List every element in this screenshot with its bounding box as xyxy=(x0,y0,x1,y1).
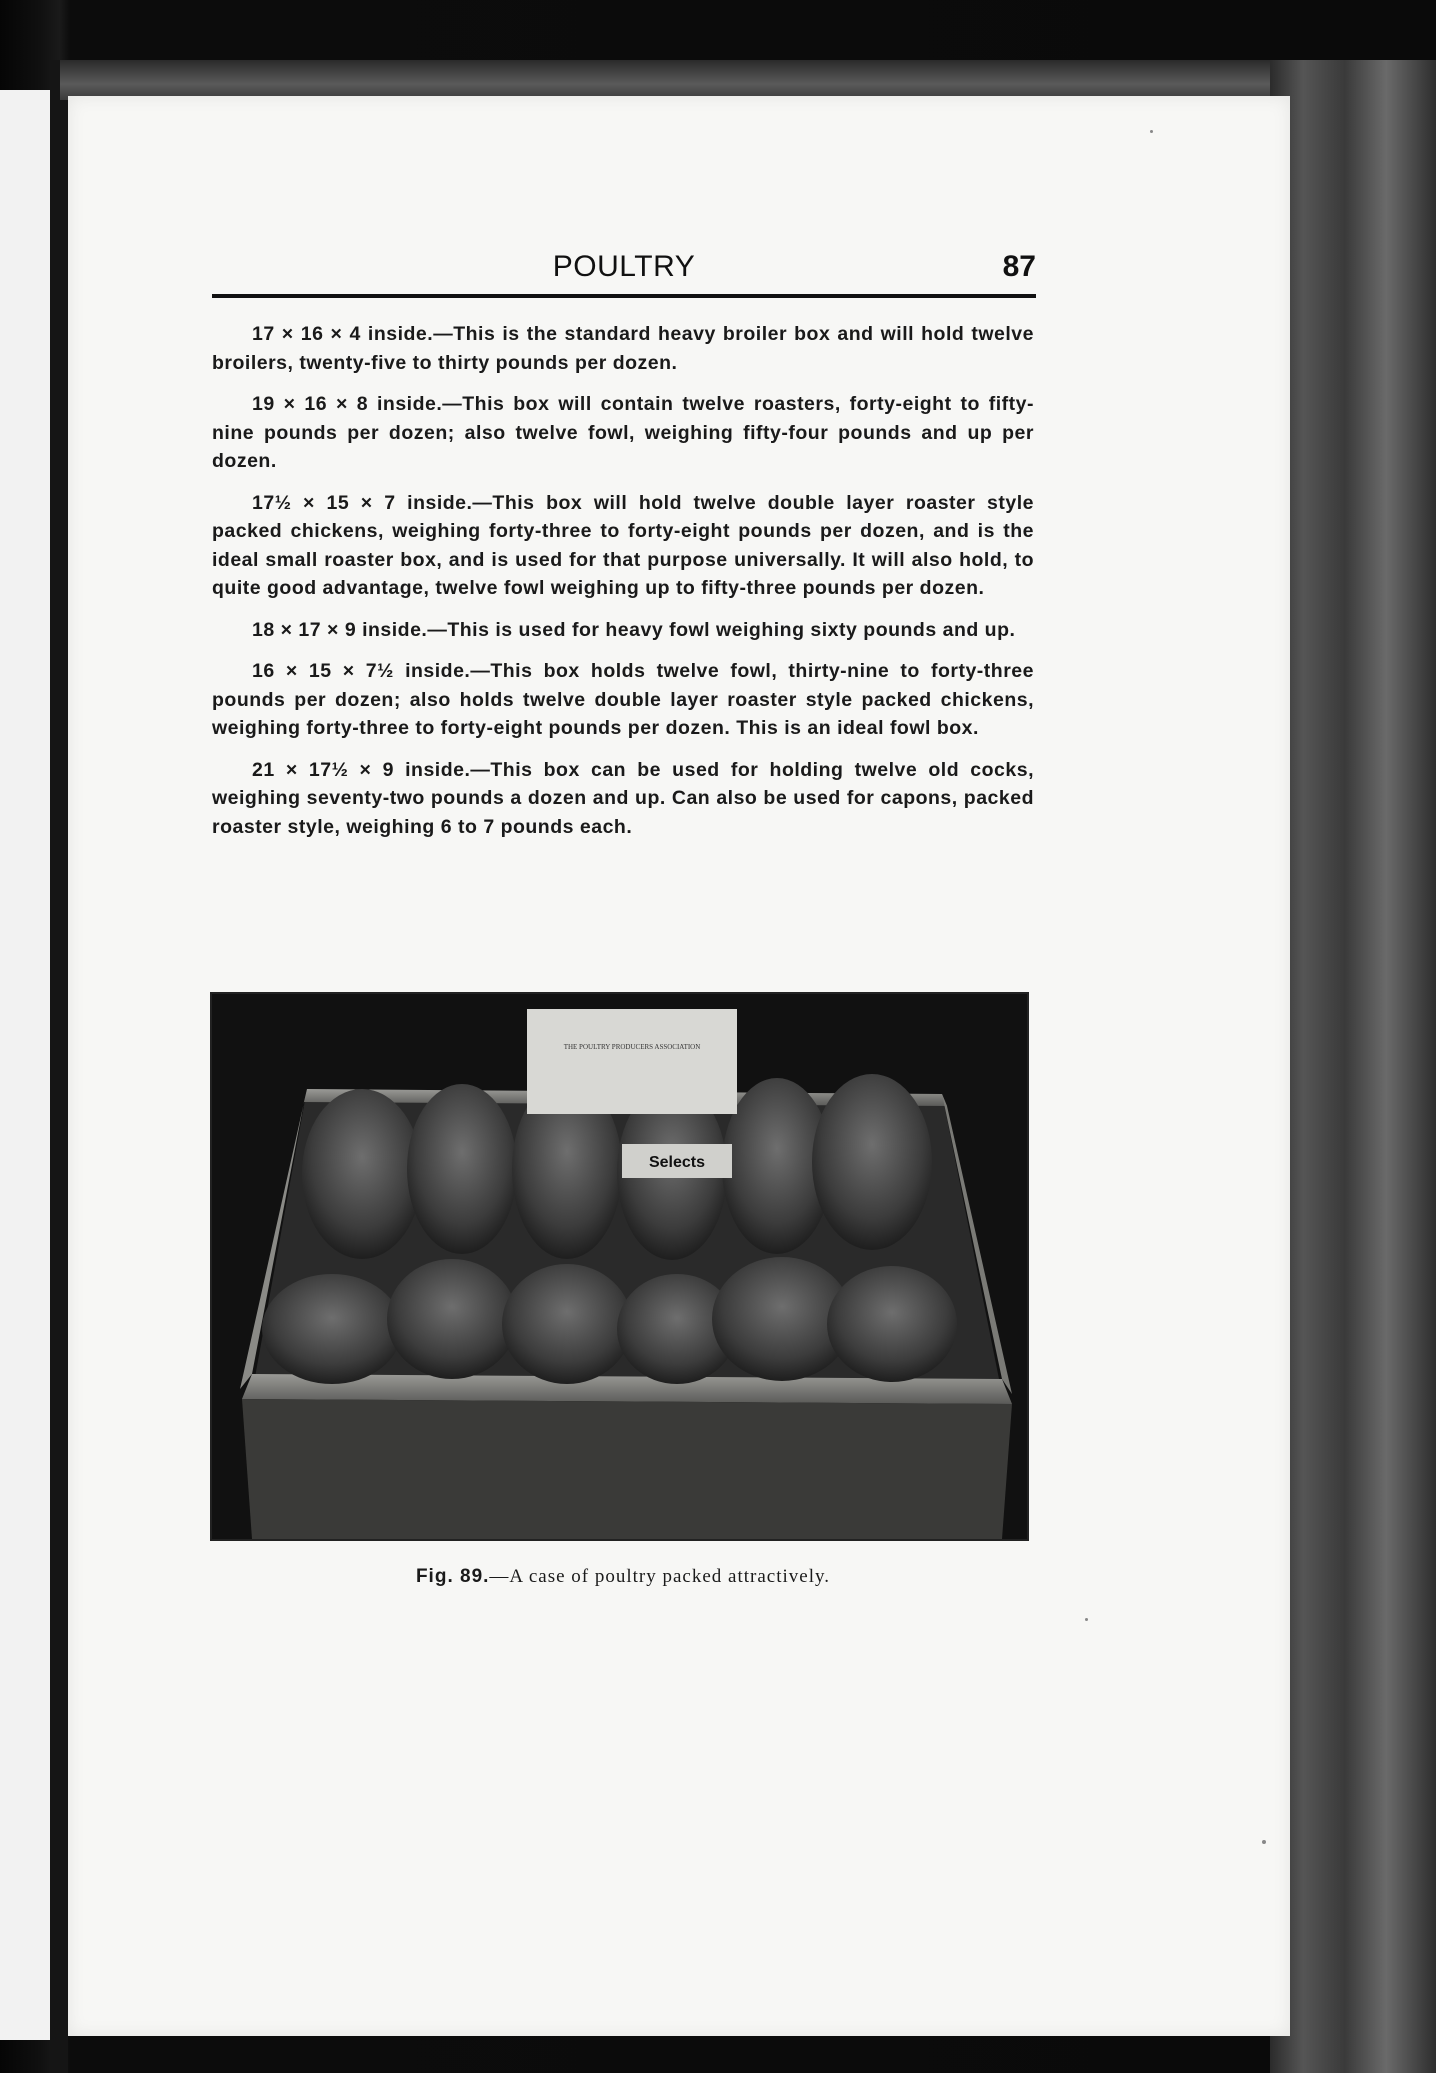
poultry-case-photo xyxy=(210,992,1029,1541)
box-size: 17½ × 15 × 7 inside. xyxy=(252,491,473,514)
box-size: 16 × 15 × 7½ inside. xyxy=(252,660,471,682)
scan-speck xyxy=(1262,1840,1266,1844)
box-front-side xyxy=(242,1399,1012,1539)
paragraph xyxy=(212,320,1034,377)
paragraph xyxy=(212,616,1034,645)
paragraph xyxy=(212,756,1034,842)
figure-caption xyxy=(212,1566,1034,1588)
figure-label: Fig. 89. xyxy=(415,1566,490,1587)
box-size: 19 × 16 × 8 inside. xyxy=(252,393,443,415)
box-size: 17 × 16 × 4 inside. xyxy=(252,323,434,345)
scan-speck xyxy=(1085,1618,1088,1621)
paragraph-text: —This box holds twelve fowl, thirty-nine to forty-three pounds per dozen; also holds twelve double layer roaster style packed chickens, weighing forty-three to forty-eight pounds per dozen. This is an ideal fowl box. xyxy=(212,660,1034,739)
header-rule xyxy=(212,294,1036,298)
paragraph-text: —This box will contain twelve roasters, forty-eight to fifty-nine pounds per dozen; also twelve fowl, weighing fifty-four pounds and up per dozen. xyxy=(212,393,1034,472)
selects-tag-text: Selects xyxy=(648,1154,706,1171)
facing-page-edge xyxy=(0,90,50,2040)
book-gutter xyxy=(50,60,68,2073)
photo-illustration xyxy=(212,994,1027,1539)
book-right-edge xyxy=(1270,60,1436,2073)
label-card-text: THE POULTRY PRODUCERS ASSOCIATION xyxy=(563,1043,701,1051)
book-top-edge xyxy=(60,60,1300,100)
box-size: 21 × 17½ × 9 inside. xyxy=(252,758,471,781)
paragraph-text: —This is the standard heavy broiler box and will hold twelve broilers, twenty-five to thirty pounds per dozen. xyxy=(212,323,1035,374)
paragraph xyxy=(212,489,1034,603)
paragraph-text: —This box will hold twelve double layer roaster style packed chickens, weighing forty-three to forty-eight pounds per dozen, and is the ideal small roaster box, and is used for that purpose universally. It will also hold, to quite good advantage, twelve fowl weighing up to fifty-three pounds per dozen. xyxy=(212,491,1034,599)
page-header xyxy=(212,250,1036,298)
paragraph-text: —This is used for heavy fowl weighing sixty pounds and up. xyxy=(427,618,1016,641)
box-size: 18 × 17 × 9 inside. xyxy=(252,618,428,641)
running-head: POULTRY xyxy=(552,250,696,283)
page-number: 87 xyxy=(1002,250,1036,283)
paragraph xyxy=(212,657,1034,743)
scan-speck xyxy=(1150,130,1153,133)
figure-caption-text: —A case of poultry packed attractively. xyxy=(489,1566,831,1587)
label-card xyxy=(527,1009,737,1114)
paragraph-text: —This box can be used for holding twelve old cocks, weighing seventy-two pounds a dozen and up. Can also be used for capons, packed roaster style, weighing 6 to 7 pounds each. xyxy=(212,758,1034,838)
paragraph xyxy=(212,390,1034,476)
body-text xyxy=(212,320,1034,854)
